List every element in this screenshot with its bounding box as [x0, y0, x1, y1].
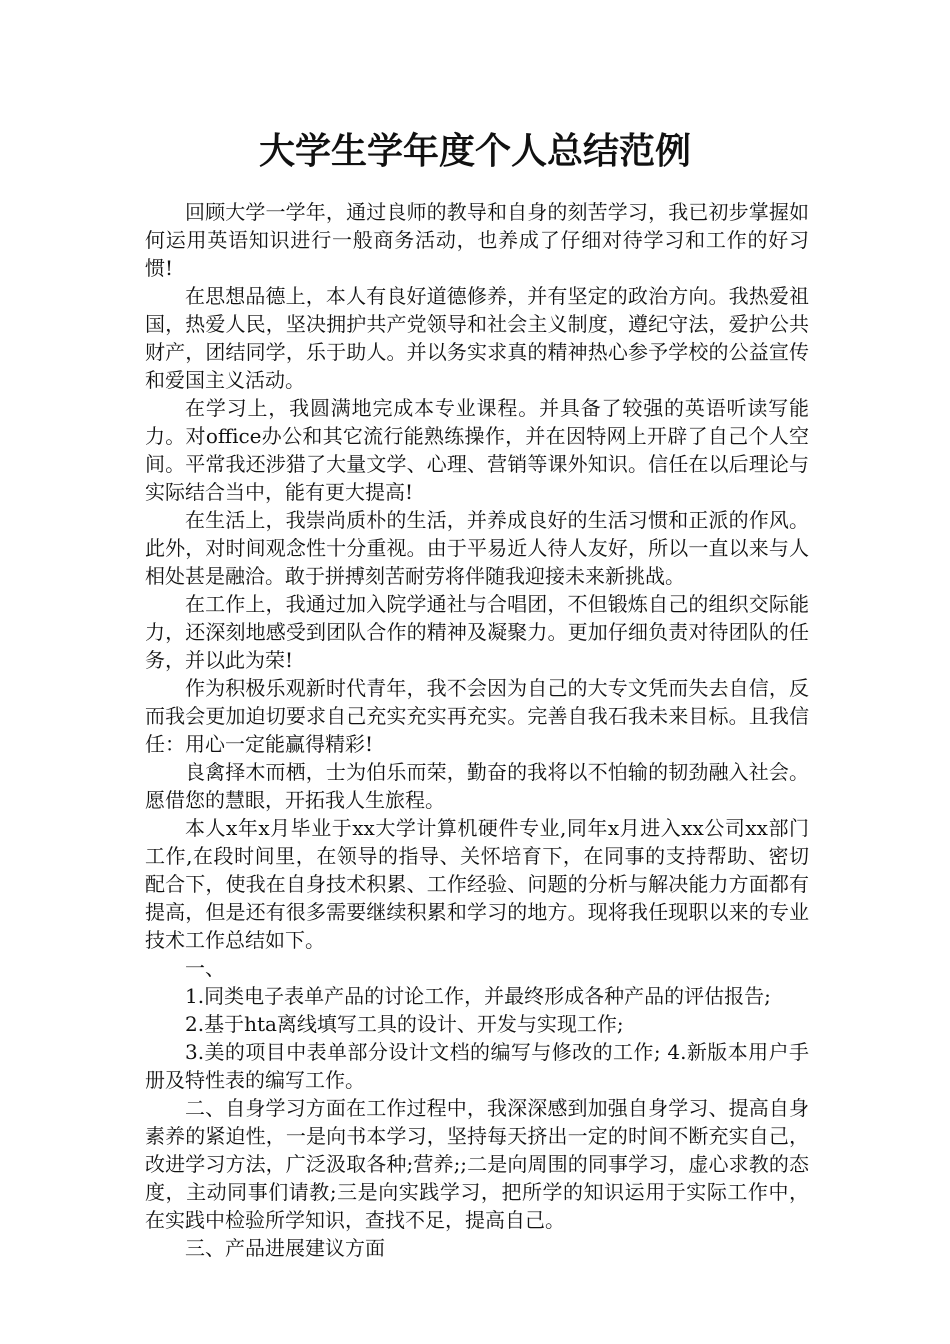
list-item-1: 1.同类电子表单产品的讨论工作，并最终形成各种产品的评估报告;	[185, 984, 771, 1008]
paragraph-study: 在学习上，我圆满地完成本专业课程。并具备了较强的英语听读写能力。对office办公和其它流行能熟练操作，并在因特网上开辟了自己个人空间。平常我还涉猎了大量文学、心理、营销等课外知识。信任在以后理论与实际结合当中，能有更大提高!	[145, 396, 809, 504]
paragraph-confidence: 作为积极乐观新时代青年，我不会因为自己的大专文凭而失去自信，反而我会更加迫切要求自己充实充实再充实。完善自我石我未来目标。且我信任：用心一定能赢得精彩!	[145, 676, 809, 756]
paragraph-self-learning: 二、自身学习方面在工作过程中，我深深感到加强自身学习、提高自身素养的紧迫性，一是向书本学习，坚持每天挤出一定的时间不断充实自己，改进学习方法，广泛汲取各种;营养;;二是向周围的同事学习，虚心求教的态度，主动同事们请教;三是向实践学习，把所学的知识运用于实际工作中，在实践中检验所学知识，查找不足，提高自己。	[145, 1096, 809, 1232]
paragraph-ideology: 在思想品德上，本人有良好道德修养，并有坚定的政治方向。我热爱祖国，热爱人民，坚决拥护共产党领导和社会主义制度，遵纪守法，爱护公共财产，团结同学，乐于助人。并以务实求真的精神热心参予学校的公益宣传和爱国主义活动。	[145, 284, 809, 392]
paragraph-review: 回顾大学一学年，通过良师的教导和自身的刻苦学习，我已初步掌握如何运用英语知识进行一般商务活动，也养成了仔细对待学习和工作的好习惯!	[145, 200, 809, 280]
paragraph-aspiration: 良禽择木而栖，士为伯乐而荣，勤奋的我将以不怕输的韧劲融入社会。愿借您的慧眼，开拓我人生旅程。	[145, 760, 809, 812]
paragraph-career-summary: 本人x年x月毕业于xx大学计算机硬件专业,同年x月进入xx公司xx部门工作,在段时间里，在领导的指导、关怀培育下，在同事的支持帮助、密切配合下，使我在自身技术积累、工作经验、问题的分析与解决能力方面都有提高，但是还有很多需要继续积累和学习的地方。现将我任现职以来的专业技术工作总结如下。	[145, 816, 809, 952]
document-body	[145, 198, 809, 1262]
paragraph-work: 在工作上，我通过加入院学通社与合唱团，不但锻炼自己的组织交际能力，还深刻地感受到团队合作的精神及凝聚力。更加仔细负责对待团队的任务，并以此为荣!	[145, 592, 809, 672]
list-item-2: 2.基于hta离线填写工具的设计、开发与实现工作;	[185, 1012, 624, 1036]
list-item-3-4: 3.美的项目中表单部分设计文档的编写与修改的工作; 4.新版本用户手册及特性表的编写工作。	[145, 1040, 809, 1092]
document-title: 大学生学年度个人总结范例	[258, 131, 691, 172]
section-heading-one: 一、	[185, 956, 225, 980]
section-heading-three: 三、产品进展建议方面	[185, 1236, 385, 1260]
paragraph-life: 在生活上，我崇尚质朴的生活，并养成良好的生活习惯和正派的作风。此外，对时间观念性十分重视。由于平易近人待人友好，所以一直以来与人相处甚是融洽。敢于拼搏刻苦耐劳将伴随我迎接未来新挑战。	[145, 508, 809, 588]
